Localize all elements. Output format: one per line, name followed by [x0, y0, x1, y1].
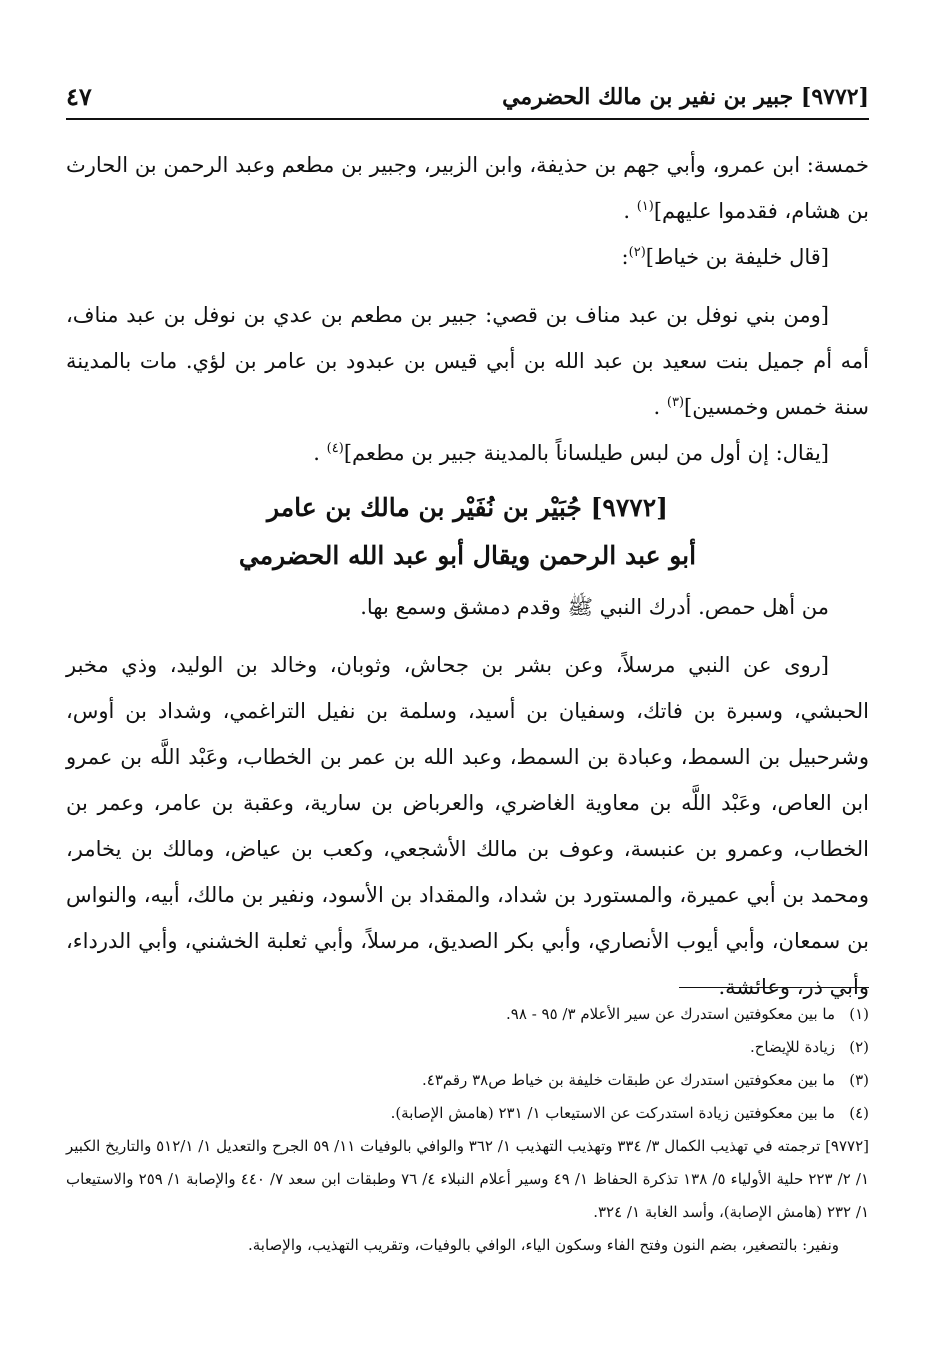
footnote-ref-4[interactable]: (٤) [326, 441, 344, 456]
paragraph-1: خمسة: ابن عمرو، وأبي جهم بن حذيفة، وابن الزبير، وجبير بن مطعم وعبد الرحمن بن الحارث بن هشام، فقدموا عليهم]$^{(١)}$ . [66, 153, 869, 223]
header-rule [66, 118, 869, 120]
running-header [66, 78, 869, 114]
paragraph-3: [ومن بني نوفل بن عبد مناف بن قصي: جبير بن مطعم بن عدي بن نوفل بن عبد مناف، أمه أم جميل بنت سعيد بن عبد الله بن أبي قيس بن عبدود بن عامر بن لؤي. مات بالمدينة سنة خمس وخمسين]$^{(٣)}$ . [66, 303, 869, 419]
header-title: [٩٧٧٢] جبير بن نفير بن مالك الحضرمي [502, 84, 869, 110]
main-text [66, 142, 869, 1010]
footnote-separator [679, 987, 869, 988]
footnotes [66, 998, 869, 1262]
footnote-4: (٤)ما بين معكوفتين زيادة استدركت عن الاستيعاب ١/ ٢٣١ (هامش الإصابة). [390, 1104, 869, 1122]
entry-intro: من أهل حمص. أدرك النبي ﷺ وقدم دمشق وسمع بها. [360, 595, 829, 619]
footnote-ref-1[interactable]: (١) [636, 199, 654, 214]
entry-narrators: [روى عن النبي مرسلاً، وعن بشر بن جحاش، وثوبان، وخالد بن الوليد، وذي مخبر الحبشي، وسبرة بن فاتك، وسفيان بن أسيد، وسلمة بن نفيل التراغمي، وشداد بن أوس، وشرحبيل بن السمط، وعبادة بن السمط، وعبد الله بن عمر بن الخطاب، وعَبْد اللَّه بن عمرو ابن العاص، وعَبْد اللَّه بن معاوية الغاضري، والعرباض بن سارية، وعقبة بن عامر، وعمر بن الخطاب، وعمرو بن عنبسة، وعوف بن مالك الأشجعي، وكعب بن عياض، ومالك بن يخامر، ومحمد بن أبي عميرة، والمستورد بن شداد، والمقداد بن الأسود، ونفير بن مالك، أبيه، والنواس بن سمعان، وأبي أيوب الأنصاري، وأبي بكر الصديق، مرسلاً، وأبي ثعلبة الخشني، وأبي الدرداء، وأبي ذر، وعائشة. [66, 653, 869, 999]
footnote-ref-2[interactable]: (٢) [628, 245, 646, 260]
footnote-1: (١)ما بين معكوفتين استدرك عن سير الأعلام ٣/ ٩٥ - ٩٨. [506, 1005, 869, 1023]
footnote-3: (٣)ما بين معكوفتين استدرك عن طبقات خليفة بن خياط ص٣٨ رقم٤٣. [421, 1071, 869, 1089]
paragraph-2: [قال خليفة بن خياط]$^{(٢)}$: [621, 245, 829, 269]
page-number: ٤٧ [66, 82, 92, 111]
biography-sources: [٩٧٧٢] ترجمته في تهذيب الكمال ٣/ ٣٣٤ وتهذيب التهذيب ١/ ٣٦٢ والوافي بالوفيات ١١/ ٥٩ الجرح والتعديل ١/ ٥١٢/١ والتاريخ الكبير ١/ ٢/ ٢٢٣ حلية الأولياء ٥/ ١٣٨ تذكرة الحفاظ ١/ ٤٩ وسير أعلام النبلاء ٤/ ٧٦ وطبقات ابن سعد ٧/ ٤٤٠ والإصابة ١/ ٢٥٩ والاستيعاب ١/ ٢٣٢ (هامش الإصابة)، وأسد الغابة ١/ ٣٢٤. [66, 1137, 870, 1221]
footnote-ref-3[interactable]: (٣) [666, 395, 685, 410]
entry-heading [66, 484, 869, 580]
entry-title-line-2: أبو عبد الرحمن ويقال أبو عبد الله الحضرمي [238, 541, 697, 570]
biography-note: ونفير: بالتصغير، بضم النون وفتح الفاء وسكون الياء، الوافي بالوفيات، وتقريب التهذيب، والإصابة. [247, 1236, 839, 1254]
footnote-2: (٢)زيادة للإيضاح. [749, 1038, 869, 1056]
entry-title-line-1: [٩٧٧٢] جُبَيْر بن نُفَيْر بن مالك بن عامر [267, 493, 668, 522]
paragraph-4: [يقال: إن أول من لبس طيلساناً بالمدينة جبير بن مطعم]$^{(٤)}$ . [313, 441, 829, 465]
